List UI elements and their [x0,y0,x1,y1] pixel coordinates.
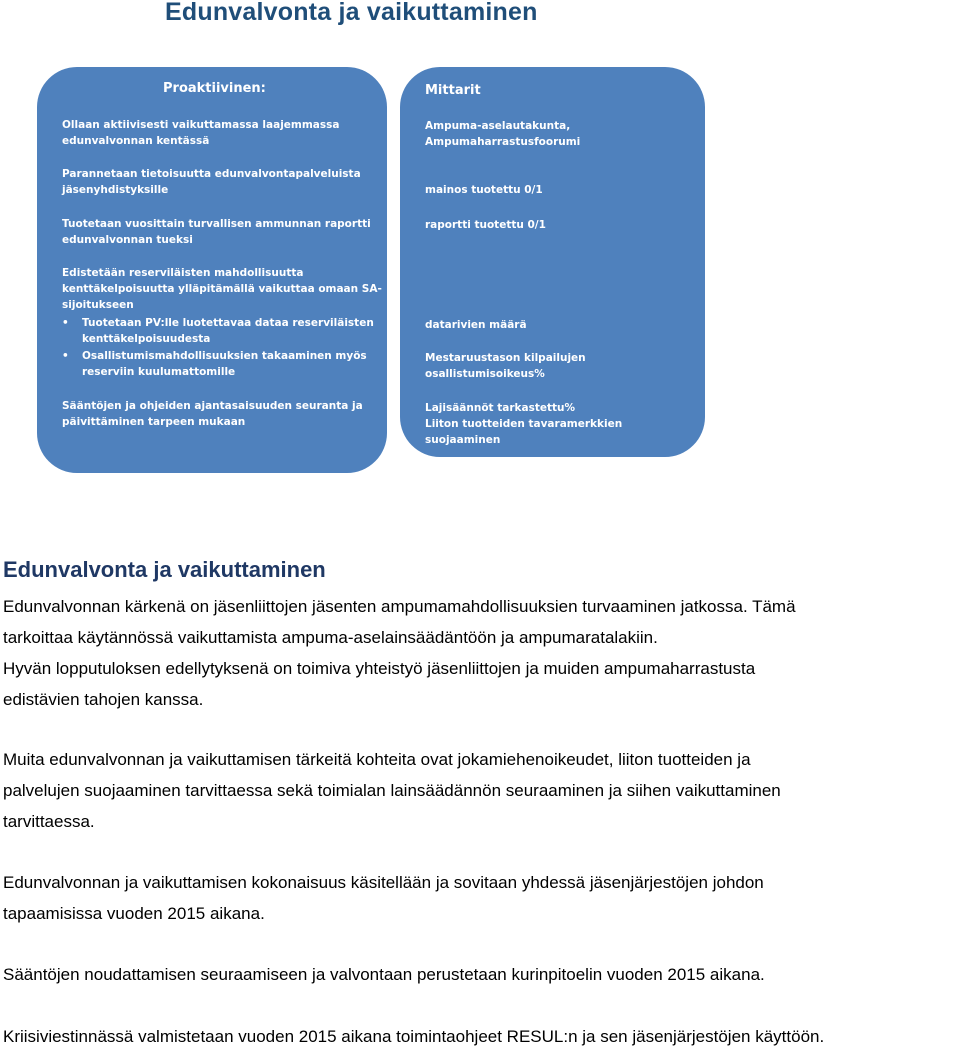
metrics-panel [400,67,705,457]
metrics-item-line: raportti tuotettu 0/1 [425,219,546,231]
paragraph-line: tarvittaessa. [3,812,95,831]
metrics-item-line: mainos tuotettu 0/1 [425,184,543,196]
body-paragraph [3,1021,958,1052]
proactive-item-line: kenttäkelpoisuudesta [82,333,211,345]
metrics-item-line: Lajisäännöt tarkastettu% [425,402,576,414]
metrics-item-line: suojaaminen [425,434,501,446]
metrics-item-line: Ampumaharrastusfoorumi [425,136,581,148]
proactive-item-line: Tuotetaan PV:lle luotettavaa dataa reserviläisten [82,317,374,329]
paragraph-line: Sääntöjen noudattamisen seuraamiseen ja valvontaan perustetaan kurinpitoelin vuoden 2015 aikana. [3,965,765,984]
paragraph-line: edistävien tahojen kanssa. [3,690,204,709]
proactive-item-line: edunvalvonnan tueksi [62,234,193,246]
paragraph-line: tapaamisissa vuoden 2015 aikana. [3,904,265,923]
proactive-item-line: edunvalvonnan kentässä [62,135,210,147]
paragraph-line: palvelujen suojaaminen tarvittaessa sekä toimialan lainsäädännön seuraaminen ja siihen vaikuttaminen [3,781,781,800]
metrics-item [425,400,622,448]
paragraph-line: Hyvän lopputuloksen edellytyksenä on toimiva yhteistyö jäsenliittojen ja muiden ampumaharrastusta [3,659,756,678]
proactive-item-line: Ollaan aktiivisesti vaikuttamassa laajemmassa [62,119,340,131]
proactive-item [62,348,367,380]
proactive-item-line: Parannetaan tietoisuutta edunvalvontapalveluista [62,168,361,180]
bullet-icon: • [62,317,69,329]
metrics-item-line: osallistumisoikeus% [425,368,545,380]
paragraph-line: Edunvalvonnan kärkenä on jäsenliittojen jäsenten ampumamahdollisuuksien turvaaminen jatkossa. Tämä [3,597,796,616]
proactive-item [62,166,361,198]
proactive-item-line: jäsenyhdistyksille [62,184,169,196]
proactive-item [62,315,374,347]
proactive-item-line: Sääntöjen ja ohjeiden ajantasaisuuden seuranta ja [62,400,363,412]
proactive-item [62,265,382,313]
paragraph-line: Kriisiviestinnässä valmistetaan vuoden 2015 aikana toimintaohjeet RESUL:n ja sen jäsenjärjestöjen käyttöön. [3,1027,825,1046]
proactive-item-line: Osallistumismahdollisuuksien takaaminen myös [82,350,367,362]
proactive-item-line: Tuotetaan vuosittain turvallisen ammunnan raportti [62,218,371,230]
metrics-item-line: Ampuma-aselautakunta, [425,120,571,132]
proactive-item-line: päivittäminen tarpeen mukaan [62,416,246,428]
proactive-item-line: reserviin kuulumattomille [82,366,236,378]
bullet-icon: • [62,350,69,362]
metrics-item-line: Mestaruustason kilpailujen [425,352,586,364]
proactive-item-line: Edistetään reserviläisten mahdollisuutta [62,267,304,279]
body-paragraph [3,867,958,929]
metrics-item [425,182,543,198]
paragraph-line: Muita edunvalvonnan ja vaikuttamisen tärkeitä kohteita ovat jokamiehenoikeudet, liiton tuotteiden ja [3,750,751,769]
body-paragraph [3,591,958,715]
document-heading: Edunvalvonta ja vaikuttaminen [3,557,326,582]
metrics-item [425,217,546,233]
paragraph-line: Edunvalvonnan ja vaikuttamisen kokonaisuus käsitellään ja sovitaan yhdessä jäsenjärjestöjen johdon [3,873,764,892]
metrics-item-line: datarivien määrä [425,319,527,331]
body-paragraph [3,959,958,990]
figure-title: Edunvalvonta ja vaikuttaminen [165,0,538,26]
proactive-panel [37,67,387,473]
proactive-item-line: sijoitukseen [62,299,134,311]
proactive-item-line: kenttäkelpoisuutta ylläpitämällä vaikuttaa omaan SA- [62,283,382,295]
proactive-item [62,117,339,149]
metrics-item [425,350,586,382]
proactive-heading: Proaktiivinen: [163,81,266,96]
metrics-item-line: Liiton tuotteiden tavaramerkkien [425,418,623,430]
paragraph-line: tarkoittaa käytännössä vaikuttamista ampuma-aselainsäädäntöön ja ampumaratalakiin. [3,628,658,647]
proactive-item [62,216,371,248]
metrics-heading: Mittarit [425,83,481,98]
proactive-item [62,398,363,430]
body-paragraph [3,744,958,837]
metrics-item [425,317,527,333]
metrics-item [425,118,580,150]
